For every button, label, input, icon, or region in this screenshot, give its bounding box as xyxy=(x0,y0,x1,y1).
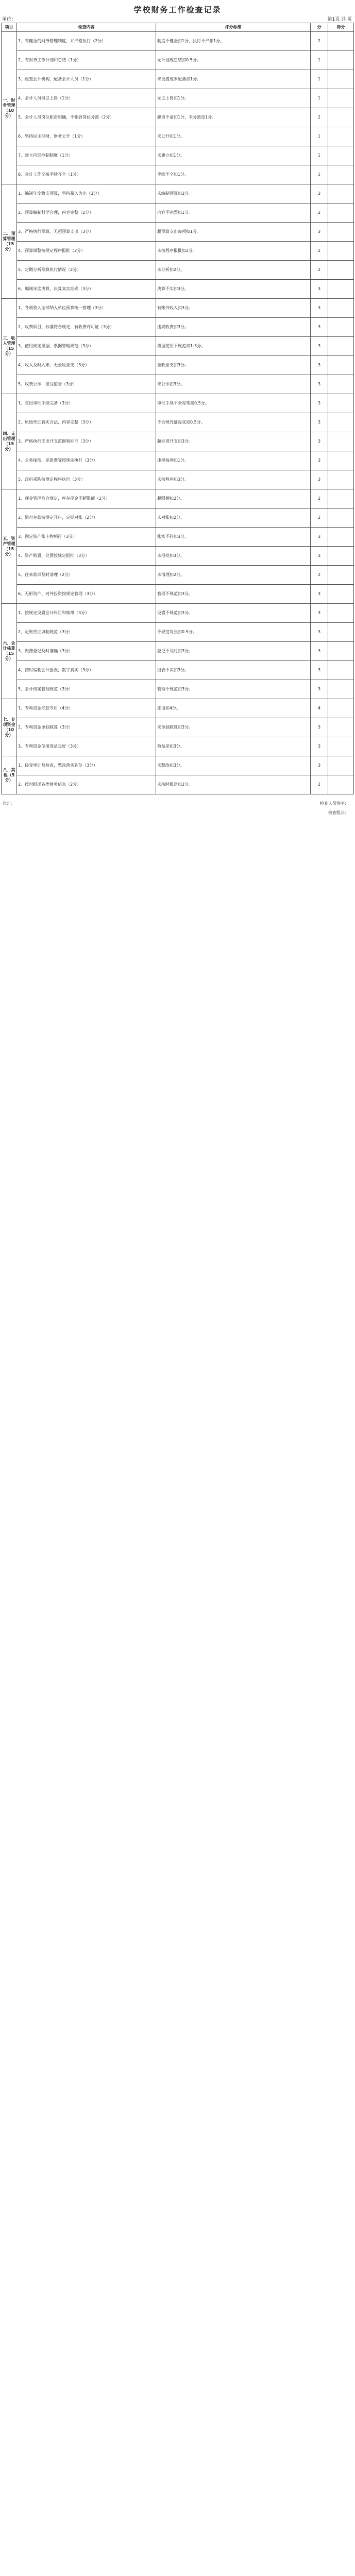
item-criteria: 超限额扣2分。 xyxy=(156,489,311,509)
item-score-cell[interactable] xyxy=(328,566,354,585)
item-content: 3、严格执行预算，无超预算支出（3分） xyxy=(17,223,156,242)
header-category: 项目 xyxy=(2,23,17,32)
item-score-cell[interactable] xyxy=(328,661,354,680)
item-points: 3 xyxy=(311,604,328,623)
section-category: 七、专项资金（10分） xyxy=(2,699,17,756)
table-row xyxy=(2,318,354,337)
table-row xyxy=(2,184,354,204)
item-criteria: 违规每项扣1分。 xyxy=(156,451,311,470)
inspection-table xyxy=(1,23,354,794)
item-points: 1 xyxy=(311,165,328,184)
item-points: 3 xyxy=(311,299,328,318)
item-score-cell[interactable] xyxy=(328,737,354,756)
section-category: 五、资产管理（15分） xyxy=(2,489,17,604)
item-points: 3 xyxy=(311,356,328,375)
item-points: 3 xyxy=(311,547,328,566)
header-score: 得分 xyxy=(328,23,354,32)
item-score-cell[interactable] xyxy=(328,680,354,699)
table-row xyxy=(2,451,354,470)
item-criteria: 无证上岗扣1分。 xyxy=(156,89,311,108)
item-score-cell[interactable] xyxy=(328,623,354,642)
item-points: 3 xyxy=(311,337,328,356)
table-row xyxy=(2,585,354,604)
item-points: 3 xyxy=(311,375,328,394)
item-score-cell[interactable] xyxy=(328,242,354,261)
item-criteria: 未对账扣2分。 xyxy=(156,509,311,528)
page-number: 第1页 共 页 xyxy=(327,17,352,22)
table-row xyxy=(2,623,354,642)
item-score-cell[interactable] xyxy=(328,509,354,528)
item-score-cell[interactable] xyxy=(328,375,354,394)
item-criteria: 账实不符扣3分。 xyxy=(156,528,311,547)
item-criteria: 挪用扣4分。 xyxy=(156,699,311,718)
item-score-cell[interactable] xyxy=(328,470,354,489)
item-criteria: 手续不全扣1分。 xyxy=(156,165,311,184)
item-score-cell[interactable] xyxy=(328,70,354,89)
item-criteria: 不合规凭证每张扣0.5分。 xyxy=(156,413,311,432)
item-points: 2 xyxy=(311,261,328,280)
item-points: 3 xyxy=(311,470,328,489)
item-points: 3 xyxy=(311,528,328,547)
item-points: 3 xyxy=(311,223,328,242)
item-score-cell[interactable] xyxy=(328,32,354,51)
item-criteria: 未公示扣3分。 xyxy=(156,375,311,394)
item-points: 3 xyxy=(311,756,328,775)
item-criteria: 有账外收入扣3分。 xyxy=(156,299,311,318)
item-criteria: 未清理扣2分。 xyxy=(156,566,311,585)
item-criteria: 未建立扣1分。 xyxy=(156,146,311,165)
item-content: 3、固定资产账卡物相符（3分） xyxy=(17,528,156,547)
table-row xyxy=(2,356,354,375)
item-points: 3 xyxy=(311,680,328,699)
item-score-cell[interactable] xyxy=(328,718,354,737)
item-criteria: 超预算支出每项扣1分。 xyxy=(156,223,311,242)
section-category: 二、预算管理（15分） xyxy=(2,184,17,299)
table-row xyxy=(2,604,354,623)
table-row xyxy=(2,375,354,394)
table-row xyxy=(2,737,354,756)
item-content: 2、预算编制科学合理，内容完整（2分） xyxy=(17,204,156,223)
item-content: 4、公务接待、差旅费等按规定执行（3分） xyxy=(17,451,156,470)
item-points: 2 xyxy=(311,242,328,261)
table-row xyxy=(2,775,354,794)
item-content: 7、建立内部控制制度（1分） xyxy=(17,146,156,165)
item-score-cell[interactable] xyxy=(328,756,354,775)
item-content: 4、收入及时入账，无坐收坐支（3分） xyxy=(17,356,156,375)
table-row xyxy=(2,127,354,146)
item-points: 3 xyxy=(311,432,328,451)
item-content: 4、资产购置、处置按规定报批（3分） xyxy=(17,547,156,566)
item-points: 3 xyxy=(311,642,328,661)
table-row xyxy=(2,242,354,261)
table-row xyxy=(2,489,354,509)
item-score-cell[interactable] xyxy=(328,108,354,127)
item-content: 5、政府采购按规定程序执行（3分） xyxy=(17,470,156,489)
item-content: 2、有财务工作计划和总结（1分） xyxy=(17,51,156,70)
item-content: 3、账簿登记及时准确（3分） xyxy=(17,642,156,661)
item-points: 1 xyxy=(311,89,328,108)
unit-label: 单位： xyxy=(2,17,16,22)
item-score-cell[interactable] xyxy=(328,184,354,204)
section-category: 一、财务管理（10分） xyxy=(2,32,17,184)
item-content: 1、接受审计及检查，整改落实到位（3分） xyxy=(17,756,156,775)
table-row xyxy=(2,108,354,127)
item-points: 2 xyxy=(311,204,328,223)
table-row xyxy=(2,432,354,451)
item-score-cell[interactable] xyxy=(328,127,354,146)
item-points: 1 xyxy=(311,127,328,146)
item-score-cell[interactable] xyxy=(328,204,354,223)
item-points: 3 xyxy=(311,585,328,604)
item-criteria: 坐收坐支扣3分。 xyxy=(156,356,311,375)
item-criteria: 设置不规范扣3分。 xyxy=(156,604,311,623)
item-score-cell[interactable] xyxy=(328,223,354,242)
item-points: 3 xyxy=(311,413,328,432)
table-row xyxy=(2,299,354,318)
table-row xyxy=(2,261,354,280)
item-score-cell[interactable] xyxy=(328,547,354,566)
item-points: 1 xyxy=(311,51,328,70)
table-row xyxy=(2,89,354,108)
item-score-cell[interactable] xyxy=(328,261,354,280)
item-content: 3、严格执行支出开支范围和标准（3分） xyxy=(17,432,156,451)
item-criteria: 超标准开支扣3分。 xyxy=(156,432,311,451)
item-score-cell[interactable] xyxy=(328,146,354,165)
table-row xyxy=(2,70,354,89)
section-category: 三、收入管理（15分） xyxy=(2,299,17,394)
item-points: 2 xyxy=(311,509,328,528)
table-row xyxy=(2,756,354,775)
item-criteria: 未设置或未配备扣1分。 xyxy=(156,70,311,89)
item-content: 6、无形资产、对外投资按规定管理（3分） xyxy=(17,585,156,604)
item-points: 3 xyxy=(311,661,328,680)
item-criteria: 未按时报送扣2分。 xyxy=(156,775,311,794)
item-score-cell[interactable] xyxy=(328,642,354,661)
item-points: 4 xyxy=(311,699,328,718)
item-criteria: 不规范每张扣0.5分。 xyxy=(156,623,311,642)
item-content: 2、银行存款按规定开户，定期对账（2分） xyxy=(17,509,156,528)
table-row xyxy=(2,566,354,585)
item-score-cell[interactable] xyxy=(328,604,354,623)
table-row xyxy=(2,32,354,51)
table-header-row xyxy=(2,23,354,32)
item-points: 2 xyxy=(311,566,328,585)
item-criteria: 无计划或总结扣0.5分。 xyxy=(156,51,311,70)
item-criteria: 决算不实扣3分。 xyxy=(156,280,311,299)
item-content: 3、设置会计机构，配备会计人员（1分） xyxy=(17,70,156,89)
item-points: 3 xyxy=(311,737,328,756)
item-content: 2、按时报送各类财务信息（2分） xyxy=(17,775,156,794)
item-content: 5、往来款项及时清理（2分） xyxy=(17,566,156,585)
table-row xyxy=(2,165,354,184)
header-criteria: 评分标准 xyxy=(156,23,311,32)
header-points: 分 xyxy=(311,23,328,32)
item-content: 5、会计档案管理规范（3分） xyxy=(17,680,156,699)
table-row xyxy=(2,661,354,680)
item-points: 2 xyxy=(311,775,328,794)
item-score-cell[interactable] xyxy=(328,528,354,547)
item-content: 4、预算调整按规定程序报批（2分） xyxy=(17,242,156,261)
item-criteria: 审批手续不全每笔扣0.5分。 xyxy=(156,394,311,413)
item-points: 3 xyxy=(311,623,328,642)
item-content: 2、专项资金单独核算（3分） xyxy=(17,718,156,737)
item-score-cell[interactable] xyxy=(328,356,354,375)
item-criteria: 制度不健全扣1分，执行不严扣1分。 xyxy=(156,32,311,51)
item-points: 3 xyxy=(311,184,328,204)
table-row xyxy=(2,528,354,547)
item-points: 1 xyxy=(311,146,328,165)
item-points: 2 xyxy=(311,32,328,51)
section-category: 八、其他（5分） xyxy=(2,756,17,794)
item-score-cell[interactable] xyxy=(328,451,354,470)
item-score-cell[interactable] xyxy=(328,280,354,299)
item-criteria: 效益差扣3分。 xyxy=(156,737,311,756)
table-row xyxy=(2,280,354,299)
table-row xyxy=(2,718,354,737)
item-content: 1、现金管理符合规定，库存现金不超限额（2分） xyxy=(17,489,156,509)
table-row xyxy=(2,337,354,356)
item-criteria: 未编制预算扣3分。 xyxy=(156,184,311,204)
item-criteria: 登记不及时扣3分。 xyxy=(156,642,311,661)
signature-label: 检查人员签字： xyxy=(320,801,349,806)
item-criteria: 未整改扣3分。 xyxy=(156,756,311,775)
table-row xyxy=(2,642,354,661)
item-points: 2 xyxy=(311,489,328,509)
item-content: 8、会计工作交接手续齐全（1分） xyxy=(17,165,156,184)
item-criteria: 职责不清扣1分，未分离扣1分。 xyxy=(156,108,311,127)
item-content: 6、坚持民主理财，财务公开（1分） xyxy=(17,127,156,146)
table-row xyxy=(2,146,354,165)
section-category: 四、支出管理（15分） xyxy=(2,394,17,489)
item-content: 1、专项资金专款专用（4分） xyxy=(17,699,156,718)
item-criteria: 管理不规范扣3分。 xyxy=(156,585,311,604)
table-row xyxy=(2,51,354,70)
item-content: 3、使用规定票据，票据管理规范（3分） xyxy=(17,337,156,356)
item-content: 4、会计人员持证上岗（1分） xyxy=(17,89,156,108)
item-score-cell[interactable] xyxy=(328,775,354,794)
item-points: 3 xyxy=(311,280,328,299)
item-criteria: 未报批扣3分。 xyxy=(156,547,311,566)
item-points: 3 xyxy=(311,318,328,337)
item-points: 3 xyxy=(311,394,328,413)
item-score-cell[interactable] xyxy=(328,51,354,70)
item-content: 2、收费项目、标准符合规定，有收费许可证（3分） xyxy=(17,318,156,337)
item-criteria: 违规收费扣3分。 xyxy=(156,318,311,337)
table-row xyxy=(2,547,354,566)
total-label: 合计： xyxy=(2,801,14,806)
item-criteria: 未按程序扣3分。 xyxy=(156,470,311,489)
item-criteria: 未公开扣1分。 xyxy=(156,127,311,146)
item-content: 5、定期分析预算执行情况（2分） xyxy=(17,261,156,280)
item-content: 2、原始凭证真实合法，内容完整（3分） xyxy=(17,413,156,432)
item-points: 3 xyxy=(311,718,328,737)
item-score-cell[interactable] xyxy=(328,337,354,356)
item-criteria: 未按程序报批扣2分。 xyxy=(156,242,311,261)
section-category: 六、会计核算（15分） xyxy=(2,604,17,699)
item-content: 1、有健全的财务管理制度，并严格执行（2分） xyxy=(17,32,156,51)
checker-label: 检查组长： xyxy=(328,810,349,815)
table-row xyxy=(2,680,354,699)
table-row xyxy=(2,509,354,528)
item-content: 1、各项收入全部纳入单位预算统一管理（3分） xyxy=(17,299,156,318)
page-title: 学校财务工作检查记录 xyxy=(133,5,222,14)
table-row xyxy=(2,470,354,489)
item-criteria: 未分析扣2分。 xyxy=(156,261,311,280)
table-row xyxy=(2,699,354,718)
table-row xyxy=(2,413,354,432)
item-criteria: 管理不规范扣3分。 xyxy=(156,680,311,699)
item-points: 3 xyxy=(311,451,328,470)
table-row xyxy=(2,204,354,223)
item-content: 6、编制年度决算，决算真实准确（3分） xyxy=(17,280,156,299)
item-points: 2 xyxy=(311,108,328,127)
item-score-cell[interactable] xyxy=(328,299,354,318)
header-content: 检查内容 xyxy=(17,23,156,32)
item-content: 1、编制年度收支预算，坚持量入为出（3分） xyxy=(17,184,156,204)
table-row xyxy=(2,394,354,413)
item-content: 5、会计人员岗位职责明确，不相容岗位分离（2分） xyxy=(17,108,156,127)
item-criteria: 未单独核算扣3分。 xyxy=(156,718,311,737)
item-score-cell[interactable] xyxy=(328,394,354,413)
item-score-cell[interactable] xyxy=(328,89,354,108)
item-criteria: 内容不完整扣1分。 xyxy=(156,204,311,223)
item-content: 1、按规定设置会计科目和账簿（3分） xyxy=(17,604,156,623)
item-score-cell[interactable] xyxy=(328,489,354,509)
item-content: 3、专项资金使用效益良好（3分） xyxy=(17,737,156,756)
item-score-cell[interactable] xyxy=(328,318,354,337)
item-score-cell[interactable] xyxy=(328,413,354,432)
item-score-cell[interactable] xyxy=(328,165,354,184)
item-content: 4、按时编制会计报表，数字真实（3分） xyxy=(17,661,156,680)
item-criteria: 报表不实扣3分。 xyxy=(156,661,311,680)
item-content: 1、支出审批手续完备（3分） xyxy=(17,394,156,413)
item-criteria: 票据使用不规范扣1-3分。 xyxy=(156,337,311,356)
item-score-cell[interactable] xyxy=(328,432,354,451)
item-content: 5、收费公示，接受监督（3分） xyxy=(17,375,156,394)
item-score-cell[interactable] xyxy=(328,585,354,604)
table-row xyxy=(2,223,354,242)
item-content: 2、记账凭证填制规范（3分） xyxy=(17,623,156,642)
item-points: 1 xyxy=(311,70,328,89)
item-score-cell[interactable] xyxy=(328,699,354,718)
